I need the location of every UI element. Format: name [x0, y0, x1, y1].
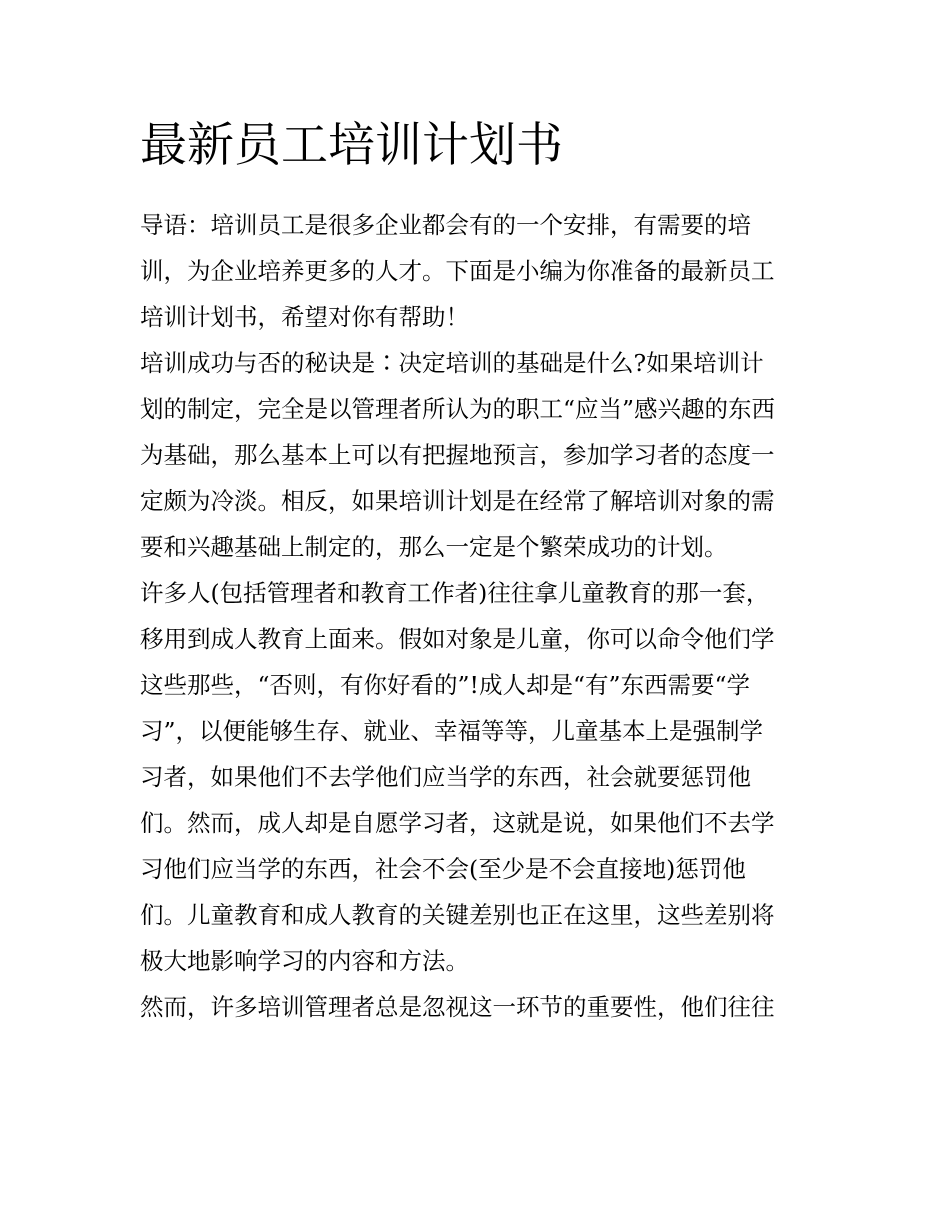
text-line: 定颇为冷淡。相反，如果培训计划是在经常了解培训对象的需 — [140, 487, 775, 515]
text-line: 划的制定，完全是以管理者所认为的职工“应当”感兴趣的东西 — [140, 395, 776, 423]
text-line: 习者，如果他们不去学他们应当学的东西，社会就要惩罚他 — [140, 763, 751, 791]
text-line: 习”，以便能够生存、就业、幸福等等，儿童基本上是强制学 — [140, 717, 764, 745]
text-line: 这些那些，“否则，有你好看的”!成人却是“有”东西需要“学 — [140, 671, 751, 699]
text-line: 极大地影响学习的内容和方法。 — [140, 947, 469, 975]
document-body — [140, 202, 820, 1030]
text-line: 培训成功与否的秘诀是∶决定培训的基础是什么?如果培训计 — [140, 349, 764, 377]
text-line: 导语：培训员工是很多企业都会有的一个安排，有需要的培 — [140, 211, 751, 239]
text-line: 们。然而，成人却是自愿学习者，这就是说，如果他们不去学 — [140, 809, 775, 837]
text-line: 们。儿童教育和成人教育的关键差别也正在这里，这些差别将 — [140, 901, 775, 929]
text-line: 移用到成人教育上面来。假如对象是儿童，你可以命令他们学 — [140, 625, 775, 653]
body-paragraph — [140, 570, 820, 984]
text-line: 要和兴趣基础上制定的，那么一定是个繁荣成功的计划。 — [140, 533, 728, 561]
text-line: 习他们应当学的东西，社会不会(至少是不会直接地)惩罚他 — [140, 855, 746, 883]
text-line: 然而，许多培训管理者总是忽视这一环节的重要性，他们往往 — [140, 993, 775, 1021]
text-line: 为基础，那么基本上可以有把握地预言，参加学习者的态度一 — [140, 441, 775, 469]
body-paragraph — [140, 340, 820, 570]
body-paragraph — [140, 984, 820, 1030]
document-title: 最新员工培训计划书 — [140, 118, 563, 173]
text-line: 培训计划书，希望对你有帮助！ — [140, 303, 469, 331]
intro-paragraph — [140, 202, 820, 340]
text-line: 许多人(包括管理者和教育工作者)往往拿儿童教育的那一套， — [140, 579, 770, 607]
text-line: 训，为企业培养更多的人才。下面是小编为你准备的最新员工 — [140, 257, 775, 285]
